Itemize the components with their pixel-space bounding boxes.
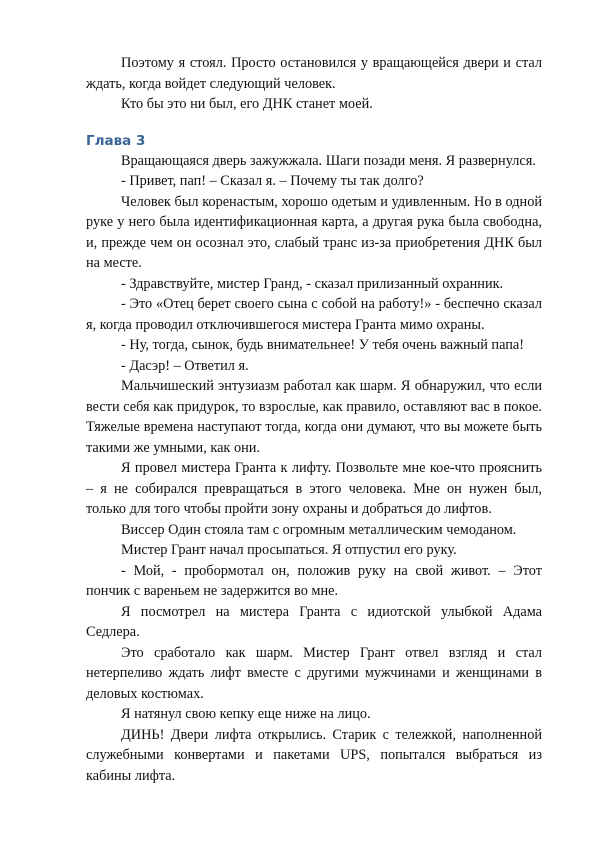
paragraph: Человек был коренастым, хорошо одетым и удивленным. Но в одной руке у него была идентификационная карта, а другая рука была свободна, и, прежде чем он осознал это, слабый транс из-за приобретения ДНК был на месте. xyxy=(86,193,542,271)
paragraph: - Здравствуйте, мистер Гранд, - сказал прилизанный охранник. xyxy=(121,275,504,292)
paragraph: Я посмотрел на мистера Гранта с идиотской улыбкой Адама Седлера. xyxy=(86,603,542,640)
paragraph: Виссер Один стояла там с огромным металлическим чемоданом. xyxy=(121,521,517,538)
paragraph: - Это «Отец берет своего сына с собой на работу!» - беспечно сказал я, когда проводил отключившегося мистера Гранта мимо охраны. xyxy=(86,296,542,333)
paragraph: Я натянул свою кепку еще ниже на лицо. xyxy=(121,706,371,722)
paragraph: Мальчишеский энтузиазм работал как шарм. Я обнаружил, что если вести себя как придурок, то взрослые, как правило, оставляют вас в покое. Тяжелые времена наступают тогда, когда они думают, что вы можете быть такими же умными, как они. xyxy=(86,378,542,456)
paragraph: Это сработало как шарм. Мистер Грант отвел взгляд и стал нетерпеливо ждать лифт вместе с другими мужчинами и женщинами в деловых костюмах. xyxy=(86,644,542,702)
paragraph: - Ну, тогда, сынок, будь внимательнее! У тебя очень важный папа! xyxy=(121,337,524,353)
intro-paragraph-1: Поэтому я стоял. Просто остановился у вращающейся двери и стал ждать, когда войдет следующий человек. xyxy=(86,55,542,92)
paragraph: - Дасэр! – Ответил я. xyxy=(121,357,249,374)
paragraph: ДИНЬ! Двери лифта открылись. Старик с тележкой, наполненной служебными конвертами и пакетами UPS, попытался выбраться из кабины лифта. xyxy=(86,726,542,784)
paragraph: - Привет, пап! – Сказал я. – Почему ты так долго? xyxy=(121,173,424,189)
paragraph: Я провел мистера Гранта к лифту. Позвольте мне кое-что прояснить – я не собирался превращаться в этого человека. Мне он нужен был, только для того чтобы пройти зону охраны и добраться до лифтов. xyxy=(86,460,542,517)
paragraph: - Мой, - пробормотал он, положив руку на свой живот. – Этот пончик с вареньем не задержится во мне. xyxy=(86,562,542,599)
paragraph: Мистер Грант начал просыпаться. Я отпустил его руку. xyxy=(121,542,457,558)
intro-paragraph-2: Кто бы это ни был, его ДНК станет моей. xyxy=(121,96,373,112)
chapter-heading: Глава 3 xyxy=(86,132,146,149)
paragraph: Вращающаяся дверь зажужжала. Шаги позади меня. Я развернулся. xyxy=(121,152,536,169)
